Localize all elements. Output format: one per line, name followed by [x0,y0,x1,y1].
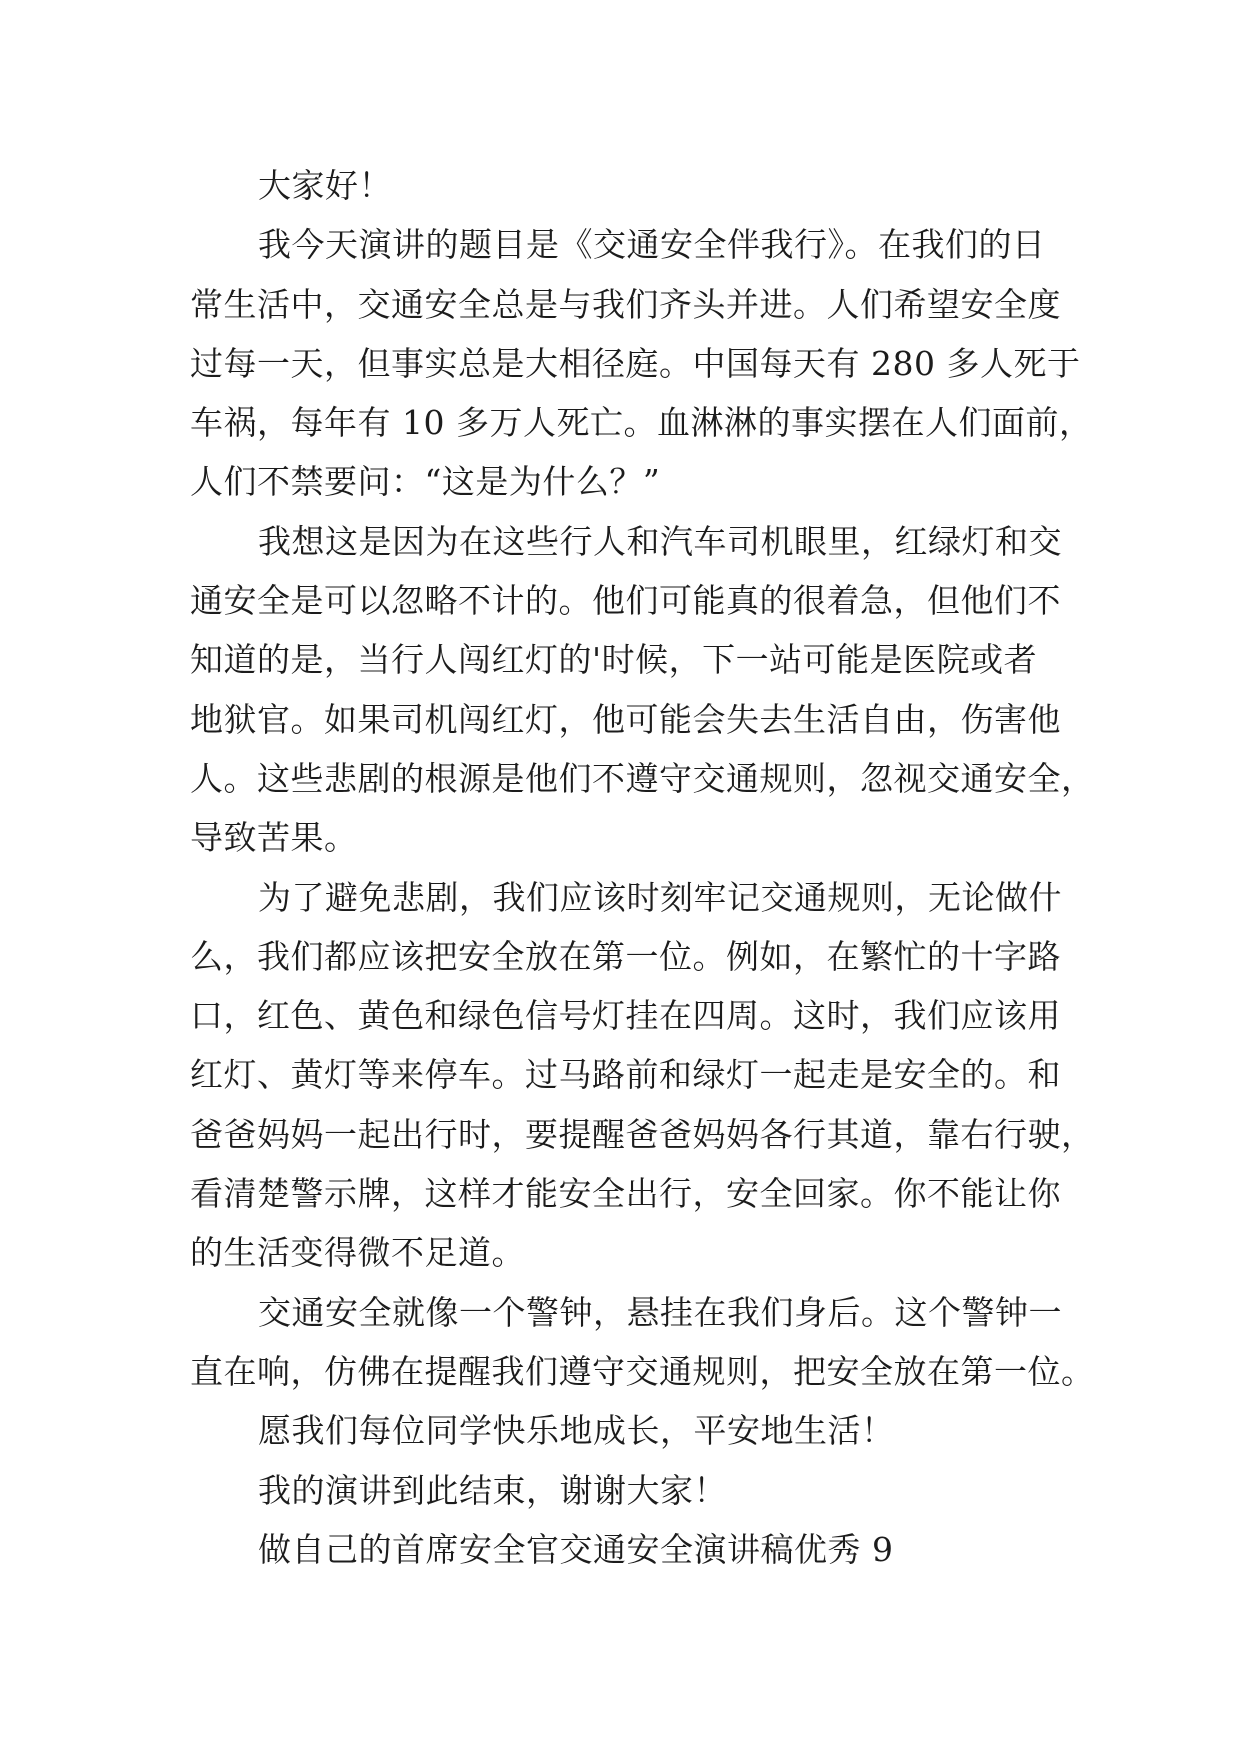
greeting-line: 大家好！ [258,166,392,205]
text-line: 交通安全就像一个警钟，悬挂在我们身后。这个警钟一 [258,1292,1062,1332]
text-line: 我想这是因为在这些行人和汽车司机眼里，红绿灯和交 [258,521,1062,561]
next-section-title: 做自己的首席安全官交通安全演讲稿优秀 9 [258,1529,894,1569]
text-line: 爸爸妈妈一起出行时，要提醒爸爸妈妈各行其道，靠右行驶， [190,1114,1095,1154]
speech-text [190,156,1095,1579]
text-line: 看清楚警示牌，这样才能安全出行，安全回家。你不能让你 [190,1174,1061,1214]
text-line: 么，我们都应该把安全放在第一位。例如，在繁忙的十字路 [190,936,1061,976]
text-line: 知道的是，当行人闯红灯的'时候，下一站可能是医院或者 [190,640,1038,680]
text-line: 过每一天，但事实总是大相径庭。中国每天有 280 多人死于 [190,343,1081,383]
text-line: 的生活变得微不足道。 [190,1233,525,1273]
text-line: 为了避免悲剧，我们应该时刻牢记交通规则，无论做什 [258,877,1062,917]
text-line: 常生活中，交通安全总是与我们齐头并进。人们希望安全度 [190,284,1061,324]
closing-line: 我的演讲到此结束，谢谢大家！ [258,1470,727,1510]
text-line: 人。这些悲剧的根源是他们不遵守交通规则，忽视交通安全， [190,758,1095,798]
text-line: 人们不禁要问：“这是为什么？” [190,462,661,502]
text-line: 愿我们每位同学快乐地成长，平安地生活！ [258,1411,895,1451]
text-line: 通安全是可以忽略不计的。他们可能真的很着急，但他们不 [190,581,1061,621]
text-line: 直在响，仿佛在提醒我们遵守交通规则，把安全放在第一位。 [190,1351,1095,1391]
text-line: 导致苦果。 [190,818,358,858]
text-line: 红灯、黄灯等来停车。过马路前和绿灯一起走是安全的。和 [190,1055,1061,1095]
text-line: 地狱官。如果司机闯红灯，他可能会失去生活自由，伤害他 [190,699,1061,739]
text-line: 我今天演讲的题目是《交通安全伴我行》。在我们的日 [258,225,1046,265]
text-line: 车祸，每年有 10 多万人死亡。血淋淋的事实摆在人们面前， [190,403,1093,443]
text-line: 口，红色、黄色和绿色信号灯挂在四周。这时，我们应该用 [190,996,1061,1036]
